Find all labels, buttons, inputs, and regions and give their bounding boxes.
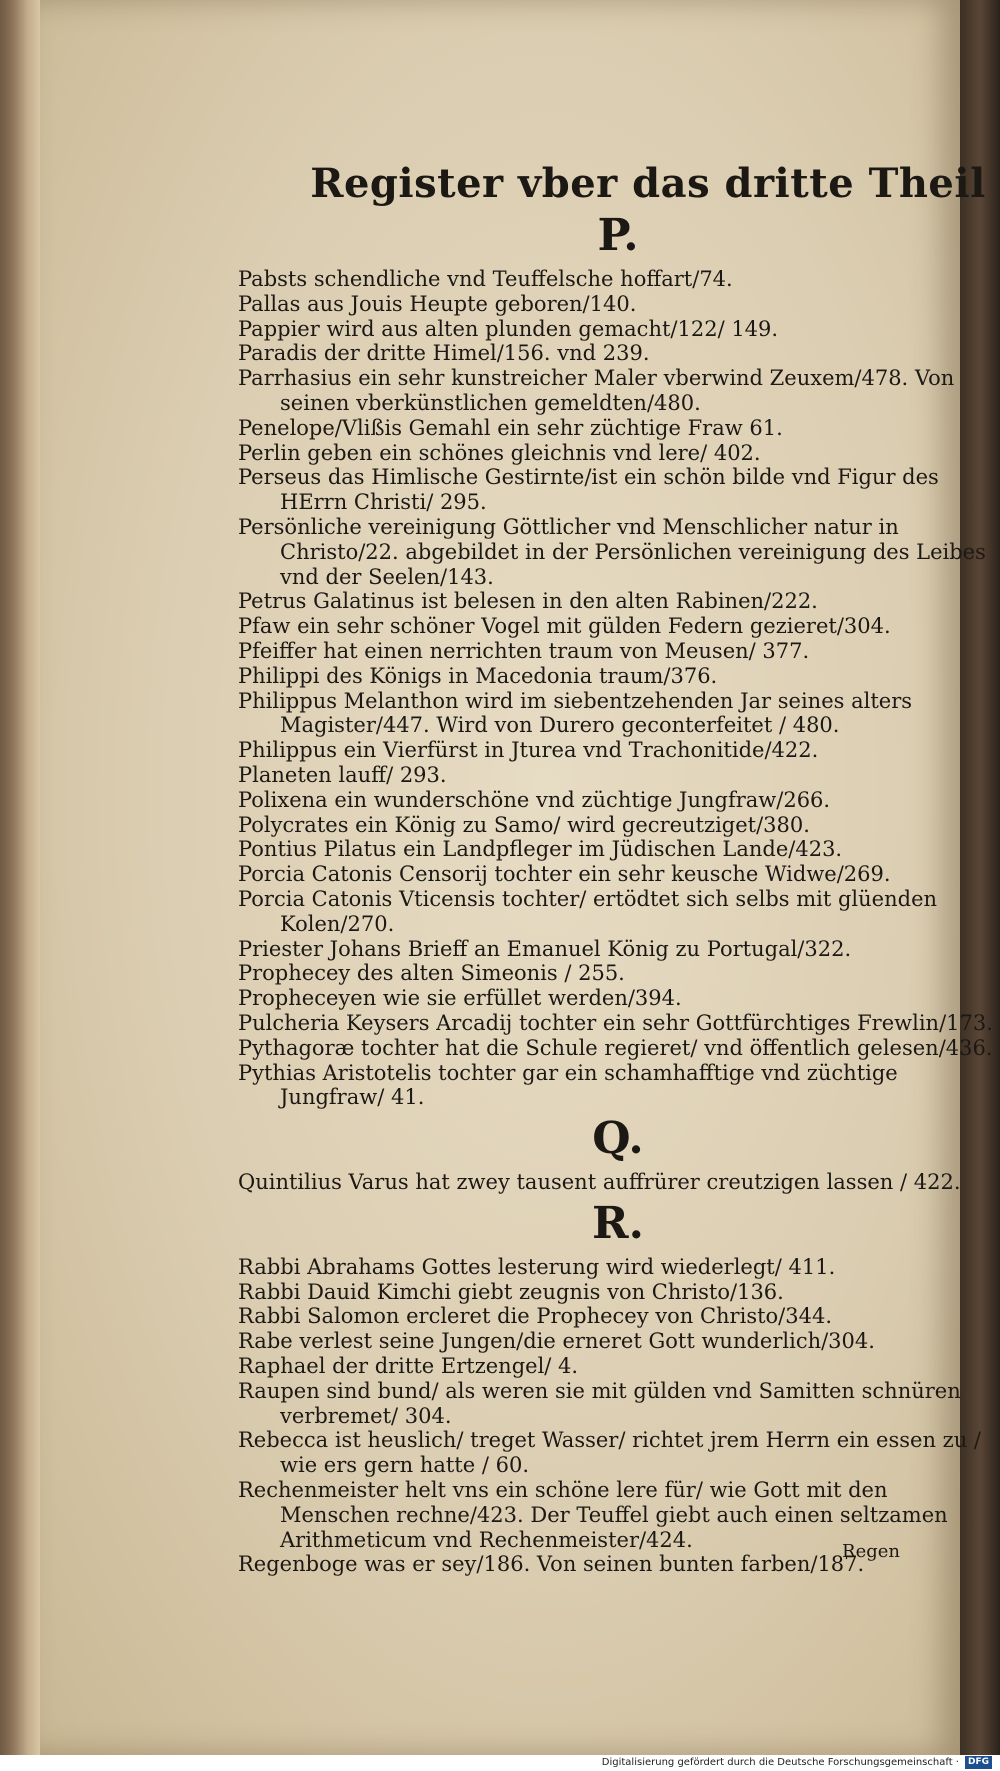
register-entry: Parrhasius ein sehr kunstreicher Maler vberwind Zeuxem/478. Von seinen vberkünstlichen gemeldten/480.: [238, 366, 955, 415]
register-entry: Porcia Catonis Vticensis tochter/ ertödtet sich selbs mit glüenden Kolen/270.: [238, 886, 938, 936]
register-entry: Pontius Pilatus ein Landpfleger im Jüdischen Lande/423.: [238, 837, 843, 862]
register-entry: Raupen sind bund/ als weren sie mit gülden vnd Samitten schnüren verbremet/ 304.: [238, 1378, 961, 1428]
register-entry: Planeten lauff/ 293.: [238, 762, 447, 787]
register-entry: Pythagoræ tochter hat die Schule regieret/ vnd öffentlich gelesen/436.: [238, 1035, 993, 1060]
catchword: Regen: [842, 1541, 900, 1562]
register-entry: Rabbi Salomon ercleret die Prophecey von Christo/344.: [238, 1304, 833, 1329]
register-entry: Rabe verlest seine Jungen/die erneret Gott wunderlich/304.: [238, 1329, 875, 1354]
section-letter: Q.: [592, 1113, 644, 1165]
register-entry: Rechenmeister helt vns ein schöne lere für/ wie Gott mit den Menschen rechne/423. Der Teuffel giebt auch einen seltzamen Arithmeticum vnd Rechenmeister/424.: [238, 1478, 948, 1552]
register-entry: Propheceyen wie sie erfüllet werden/394.: [238, 986, 682, 1011]
register-entry: Pfeiffer hat einen nerrichten traum von Meusen/ 377.: [238, 638, 810, 663]
register-entry: Rabbi Dauid Kimchi giebt zeugnis von Christo/136.: [238, 1279, 784, 1304]
register-entry: Philippi des Königs in Macedonia traum/376.: [238, 663, 718, 688]
register-entry: Perseus das Himlische Gestirnte/ist ein schön bilde vnd Figur des HErrn Christi/ 295.: [238, 465, 939, 515]
register-entry: Raphael der dritte Ertzengel/ 4.: [238, 1354, 579, 1379]
footer-text: Digitalisierung gefördert durch die Deutsche Forschungsgemeinschaft ·: [601, 1757, 959, 1768]
register-entry: Porcia Catonis Censorij tochter ein sehr keusche Widwe/269.: [238, 862, 891, 887]
book-page: [40, 0, 993, 1755]
register-entry: Pabsts schendliche vnd Teuffelsche hoffart/74.: [238, 267, 733, 291]
page-edge: [0, 0, 40, 1755]
register-entry: Paradis der dritte Himel/156. vnd 239.: [238, 341, 650, 366]
register-sections: [238, 210, 998, 1577]
register-entry: Pfaw ein sehr schöner Vogel mit gülden Federn gezieret/304.: [238, 614, 891, 639]
register-entry: Priester Johans Brieff an Emanuel König zu Portugal/322.: [238, 936, 852, 961]
register-entry: Petrus Galatinus ist belesen in den alten Rabinen/222.: [238, 589, 818, 614]
register-entry: Pulcheria Keysers Arcadij tochter ein sehr Gottfürchtiges Frewlin/173.: [238, 1010, 993, 1035]
dfg-logo: DFG: [965, 1756, 992, 1769]
register-entry: Persönliche vereinigung Göttlicher vnd Menschlicher natur in Christo/22. abgebildet in der Persönlichen vereinigung des Leibes vnd der Seelen/143.: [238, 514, 986, 589]
register-entry: Penelope/Vlißis Gemahl ein sehr züchtige Fraw 61.: [238, 415, 783, 440]
section-letter: R.: [592, 1197, 644, 1249]
register-entry: Philippus Melanthon wird im siebentzehenden Jar seines alters Magister/447. Wird von Durero geconterfeitet / 480.: [238, 688, 913, 738]
register-entry: Pythias Aristotelis tochter gar ein schamhafftige vnd züchtige Jungfraw/ 41.: [238, 1060, 898, 1110]
register-entry: Pallas aus Jouis Heupte geboren/140.: [238, 291, 637, 316]
register-entry: Philippus ein Vierfürst in Jturea vnd Trachonitide/422.: [238, 738, 819, 763]
register-content: [238, 160, 998, 1577]
register-entry: Perlin geben ein schönes gleichnis vnd lere/ 402.: [238, 440, 761, 465]
register-entry: Prophecey des alten Simeonis / 255.: [238, 961, 625, 986]
register-entry: Polixena ein wunderschöne vnd züchtige Jungfraw/266.: [238, 787, 831, 812]
digitization-footer: [0, 1755, 1000, 1771]
register-entry: Regenboge was er sey/186. Von seinen bunten farben/187.: [238, 1552, 865, 1577]
register-entry: Pappier wird aus alten plunden gemacht/122/ 149.: [238, 316, 779, 341]
register-entry: Rebecca ist heuslich/ treget Wasser/ richtet jrem Herrn ein essen zu / wie ers gern hatte / 60.: [238, 1428, 981, 1478]
register-entry: Quintilius Varus hat zwey tausent auffrürer creutzigen lassen / 422.: [238, 1170, 961, 1195]
register-entry: Rabbi Abrahams Gottes lesterung wird wiederlegt/ 411.: [238, 1254, 836, 1279]
page-title: Register vber das dritte Theil: [310, 160, 986, 207]
section-letter: P.: [597, 210, 639, 261]
register-entry: Polycrates ein König zu Samo/ wird gecreutziget/380.: [238, 812, 810, 837]
